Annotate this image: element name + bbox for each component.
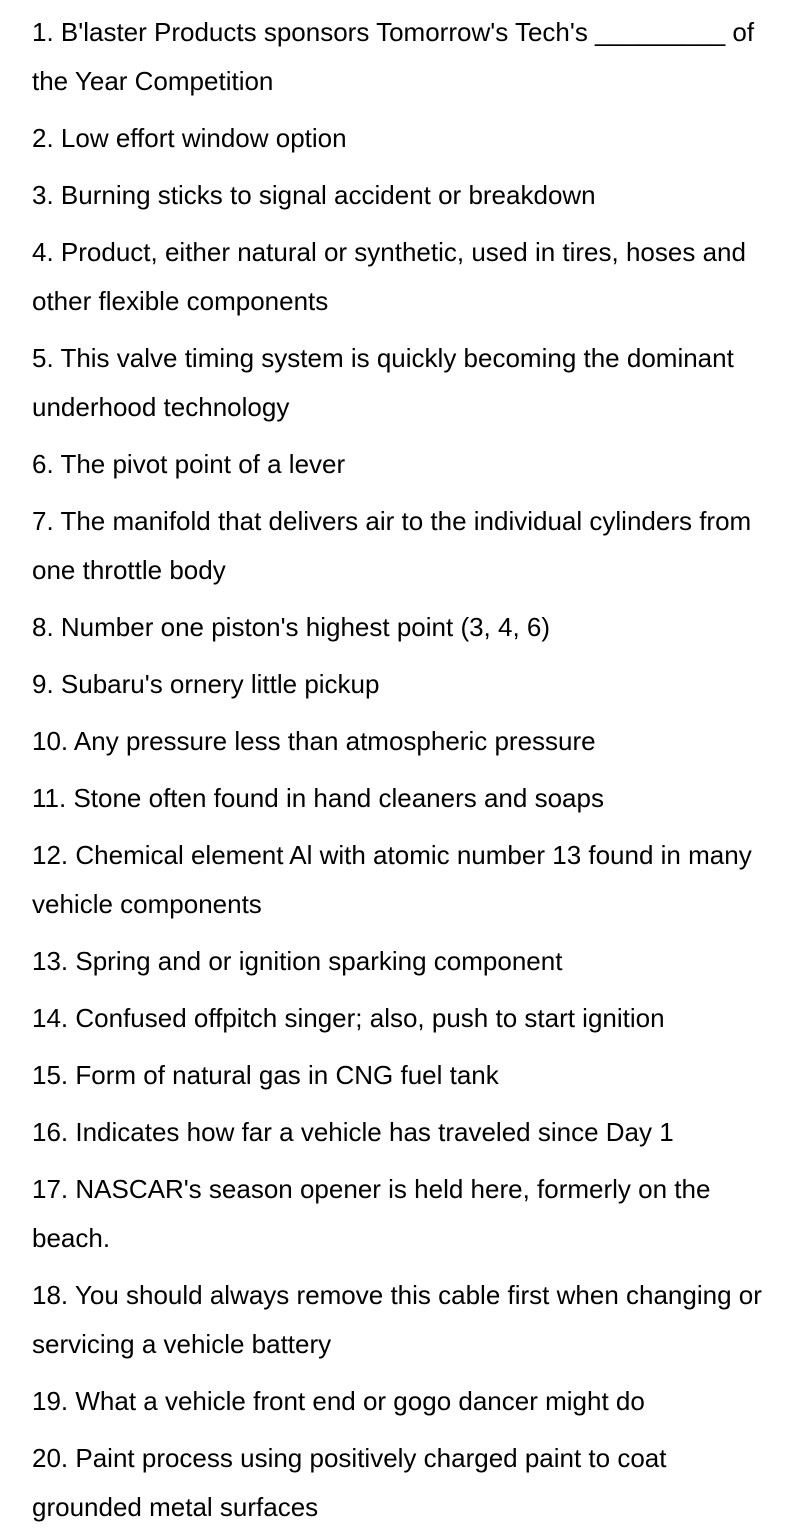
clue-item: 5. This valve timing system is quickly becoming the dominant underhood technology bbox=[32, 343, 734, 422]
clue-item: 6. The pivot point of a lever bbox=[32, 449, 346, 479]
clue-item: 15. Form of natural gas in CNG fuel tank bbox=[32, 1060, 499, 1090]
clue-item: 10. Any pressure less than atmospheric pressure bbox=[32, 726, 596, 756]
clue-item: 8. Number one piston's highest point (3, 4, 6) bbox=[32, 612, 551, 642]
clue-item: 20. Paint process using positively charged paint to coat grounded metal surfaces bbox=[32, 1443, 667, 1522]
clue-item: 18. You should always remove this cable first when changing or servicing a vehicle battery bbox=[32, 1280, 762, 1359]
clue-item: 16. Indicates how far a vehicle has traveled since Day 1 bbox=[32, 1117, 674, 1147]
clue-item: 4. Product, either natural or synthetic, used in tires, hoses and other flexible components bbox=[32, 237, 746, 316]
clue-item: 19. What a vehicle front end or gogo dancer might do bbox=[32, 1386, 645, 1416]
clue-item: 17. NASCAR's season opener is held here, formerly on the beach. bbox=[32, 1174, 711, 1253]
clue-item: 7. The manifold that delivers air to the individual cylinders from one throttle body bbox=[32, 506, 752, 585]
clue-item: 2. Low effort window option bbox=[32, 123, 347, 153]
clue-item: 3. Burning sticks to signal accident or breakdown bbox=[32, 180, 596, 210]
clue-item: 1. B'laster Products sponsors Tomorrow's Tech's _________ of the Year Competition bbox=[32, 17, 755, 96]
clue-item: 12. Chemical element Al with atomic number 13 found in many vehicle components bbox=[32, 840, 752, 919]
clue-item: 9. Subaru's ornery little pickup bbox=[32, 669, 380, 699]
clue-item: 11. Stone often found in hand cleaners and soaps bbox=[32, 783, 604, 813]
clue-item: 13. Spring and or ignition sparking component bbox=[32, 946, 563, 976]
clue-item: 14. Confused offpitch singer; also, push to start ignition bbox=[32, 1003, 665, 1033]
